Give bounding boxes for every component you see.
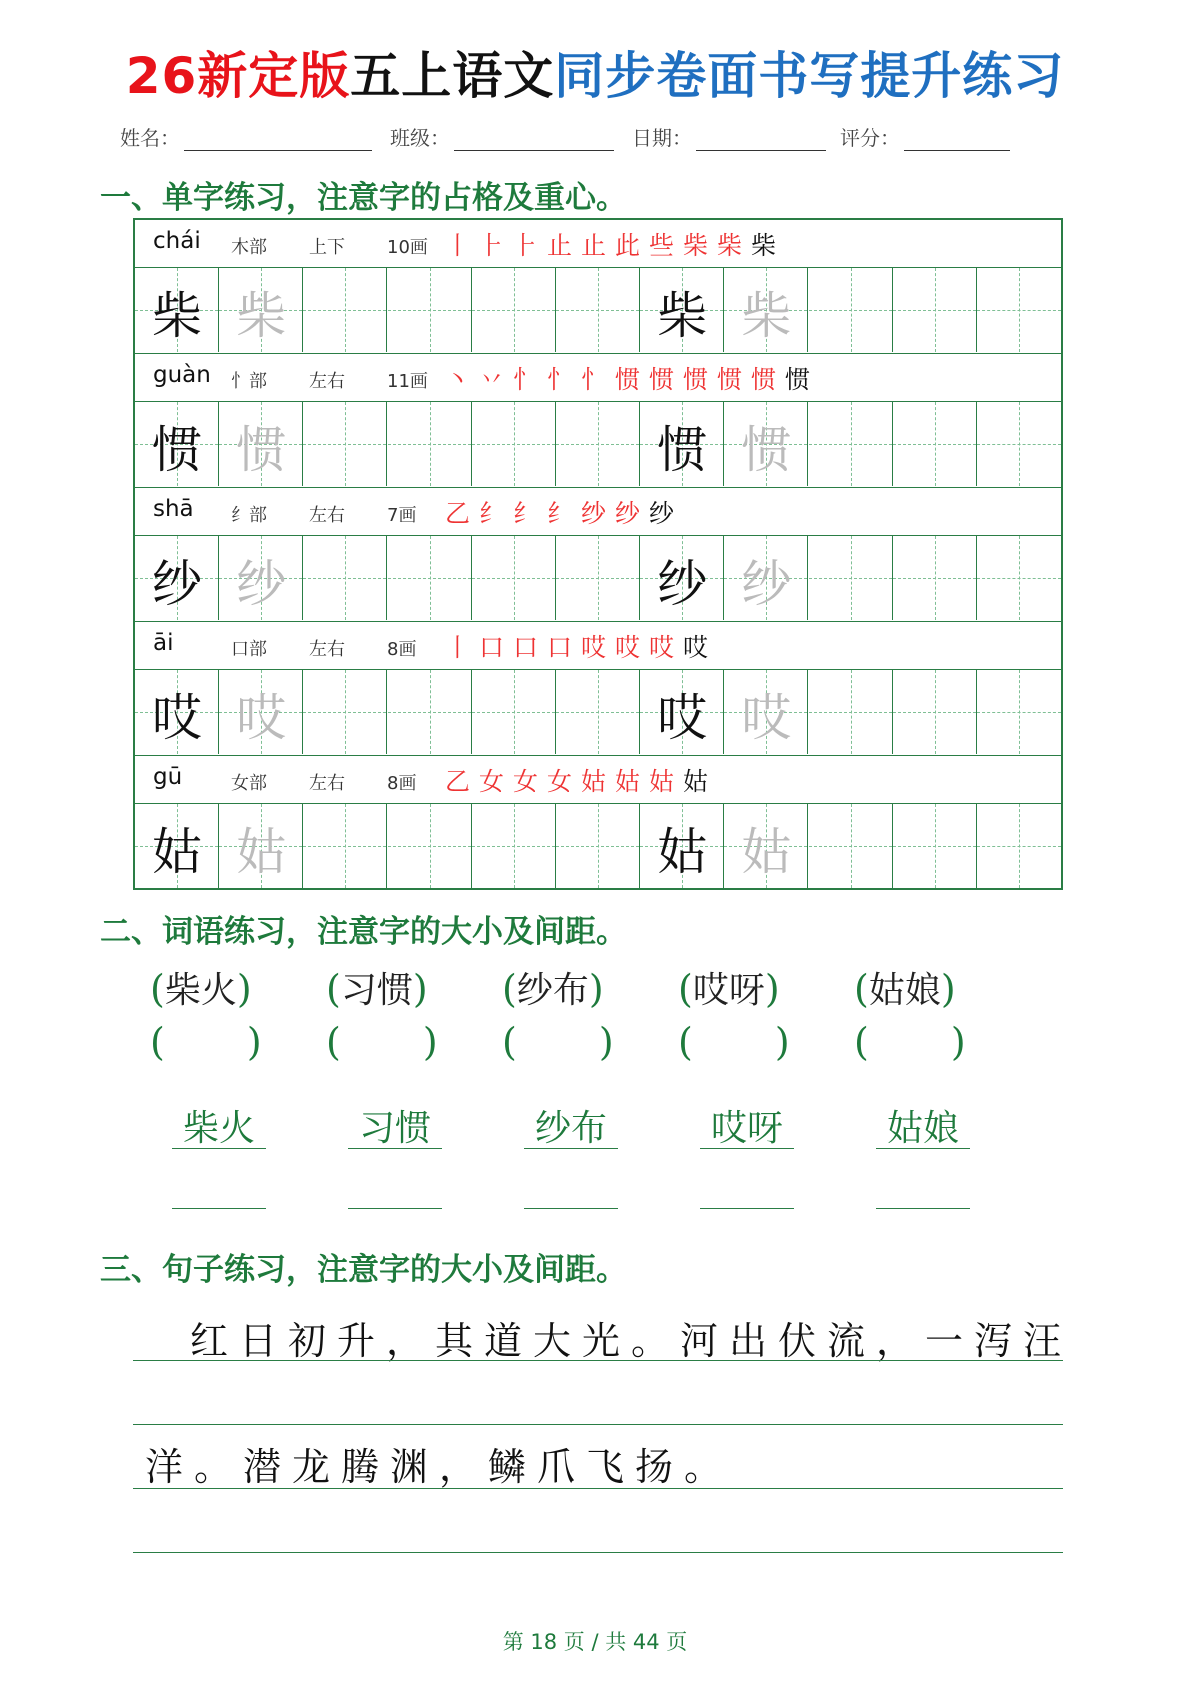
close-paren: ) xyxy=(422,1020,438,1064)
practice-cell[interactable] xyxy=(893,804,977,888)
date-label: 日期： xyxy=(632,126,692,150)
char-writing-band xyxy=(135,670,1061,756)
model-character: 哎 xyxy=(152,689,202,747)
model-character: 纱 xyxy=(152,555,202,613)
stroke-count-label: 11画 xyxy=(387,371,428,392)
stroke-order-step: ⺊ xyxy=(479,231,505,260)
word-copy-blank[interactable] xyxy=(876,1208,970,1209)
section3-heading: 三、句子练习，注意字的大小及间距。 xyxy=(100,1252,627,1288)
close-paren: ) xyxy=(950,1020,966,1064)
practice-cell[interactable] xyxy=(556,268,640,352)
trace-character: 姑 xyxy=(741,823,792,881)
trace-character: 纱 xyxy=(236,555,287,613)
structure-label: 左右 xyxy=(309,639,345,660)
word-label: 纱布 xyxy=(516,970,589,1011)
word-with-parens xyxy=(502,962,632,1013)
practice-cell[interactable] xyxy=(977,536,1061,620)
date-field xyxy=(632,122,826,151)
word-copy-blank[interactable] xyxy=(700,1208,794,1209)
structure-label: 上下 xyxy=(309,237,345,258)
practice-cell[interactable] xyxy=(472,804,556,888)
stroke-count-label: 8画 xyxy=(387,639,417,660)
practice-cell[interactable] xyxy=(135,670,219,754)
practice-cell[interactable] xyxy=(556,670,640,754)
stroke-order-step: 柴 xyxy=(717,231,743,260)
char-info-band xyxy=(135,622,1061,670)
stroke-order-step: 纱 xyxy=(581,499,607,528)
practice-cell[interactable] xyxy=(724,268,808,352)
close-paren: ) xyxy=(246,1020,262,1064)
open-paren: ( xyxy=(854,1020,869,1064)
stroke-count-label: 8画 xyxy=(387,773,417,794)
practice-cell[interactable] xyxy=(809,402,893,486)
open-paren: ( xyxy=(678,1020,693,1064)
practice-cell[interactable] xyxy=(724,804,808,888)
model-character: 惯 xyxy=(657,421,708,479)
word-with-parens xyxy=(150,962,280,1013)
stroke-order-step: 丨 xyxy=(445,633,471,662)
open-paren: ( xyxy=(326,967,341,1011)
practice-cell[interactable] xyxy=(809,804,893,888)
char-info-band xyxy=(135,220,1061,268)
title-part-edition: 26新定版 xyxy=(125,47,351,105)
sentence-rule-3[interactable] xyxy=(133,1488,1063,1489)
model-character: 哎 xyxy=(657,689,708,747)
practice-cell[interactable] xyxy=(724,536,808,620)
trace-character: 纱 xyxy=(741,555,792,613)
name-blank[interactable] xyxy=(184,124,372,151)
stroke-order-step: 口 xyxy=(547,633,573,662)
trace-character: 惯 xyxy=(741,421,792,479)
word-label: 柴火 xyxy=(164,970,237,1011)
stroke-order-step: 此 xyxy=(615,231,641,260)
radical-label: 木部 xyxy=(231,237,267,258)
stroke-order-step: 惯 xyxy=(615,365,641,394)
practice-cell[interactable] xyxy=(135,804,219,888)
model-character: 柴 xyxy=(152,287,202,345)
pinyin-answer-parens[interactable] xyxy=(678,1020,808,1064)
char-writing-band xyxy=(135,268,1061,354)
name-label: 姓名： xyxy=(120,126,180,150)
page-title xyxy=(0,36,1190,108)
stroke-order-step: 惯 xyxy=(717,365,743,394)
practice-cell[interactable] xyxy=(893,670,977,754)
open-paren: ( xyxy=(150,1020,165,1064)
stroke-order-step: 纟 xyxy=(547,499,573,528)
practice-cell[interactable] xyxy=(472,268,556,352)
practice-cell[interactable] xyxy=(893,402,977,486)
word-copy-model: 哎呀 xyxy=(700,1100,794,1149)
stroke-count-label: 10画 xyxy=(387,237,428,258)
word-with-parens xyxy=(678,962,808,1013)
practice-cell[interactable] xyxy=(219,402,303,486)
open-paren: ( xyxy=(150,967,165,1011)
practice-cell[interactable] xyxy=(388,402,472,486)
stroke-order-step: 姑 xyxy=(615,767,641,796)
practice-cell[interactable] xyxy=(219,536,303,620)
open-paren: ( xyxy=(854,967,869,1011)
close-paren: ) xyxy=(764,967,780,1011)
close-paren: ) xyxy=(236,967,252,1011)
title-part-subject: 五上语文 xyxy=(350,47,555,105)
pinyin-label: guàn xyxy=(153,362,211,388)
sentence-rule-2[interactable] xyxy=(133,1424,1063,1425)
stroke-order-step: 姑 xyxy=(649,767,675,796)
practice-cell[interactable] xyxy=(388,670,472,754)
radical-label: 纟部 xyxy=(231,505,267,526)
model-character: 惯 xyxy=(152,421,202,479)
stroke-order-step: 柴 xyxy=(751,231,777,260)
practice-cell[interactable] xyxy=(303,402,387,486)
class-field xyxy=(390,122,614,151)
stroke-order-step: 姑 xyxy=(683,767,709,796)
stroke-order-step: 忄 xyxy=(581,365,607,394)
pinyin-answer-parens[interactable] xyxy=(854,1020,984,1064)
practice-cell[interactable] xyxy=(977,804,1061,888)
pinyin-label: gū xyxy=(153,764,183,790)
practice-cell[interactable] xyxy=(724,670,808,754)
character-practice-grid xyxy=(133,218,1063,890)
pinyin-answer-parens[interactable] xyxy=(502,1020,632,1064)
practice-cell[interactable] xyxy=(472,670,556,754)
practice-cell[interactable] xyxy=(388,268,472,352)
practice-cell[interactable] xyxy=(977,402,1061,486)
stroke-order-step: 惯 xyxy=(683,365,709,394)
close-paren: ) xyxy=(940,967,956,1011)
sentence-line-1: 红日初升，其道大光。河出伏流，一泻汪 xyxy=(190,1319,1073,1363)
stroke-order-step: 女 xyxy=(547,767,573,796)
stroke-order-step: 乙 xyxy=(445,767,471,796)
trace-character: 哎 xyxy=(741,689,792,747)
word-label: 姑娘 xyxy=(868,970,941,1011)
word-label: 哎呀 xyxy=(692,970,765,1011)
stroke-order-step: 口 xyxy=(479,633,505,662)
practice-cell[interactable] xyxy=(303,670,387,754)
practice-cell[interactable] xyxy=(472,536,556,620)
close-paren: ) xyxy=(598,1020,614,1064)
word-pinyin-row-1 xyxy=(150,962,1050,1022)
word-pinyin-row-2 xyxy=(150,1020,1050,1080)
pinyin-label: shā xyxy=(153,496,194,522)
structure-label: 左右 xyxy=(309,371,345,392)
pinyin-answer-parens[interactable] xyxy=(150,1020,280,1064)
stroke-order-step: 惯 xyxy=(649,365,675,394)
score-label: 评分： xyxy=(840,126,900,150)
practice-cell[interactable] xyxy=(640,670,724,754)
structure-label: 左右 xyxy=(309,773,345,794)
trace-character: 柴 xyxy=(236,287,287,345)
practice-cell[interactable] xyxy=(640,268,724,352)
pinyin-label: chái xyxy=(153,228,201,254)
date-blank[interactable] xyxy=(696,124,826,151)
open-paren: ( xyxy=(502,967,517,1011)
char-writing-band xyxy=(135,402,1061,488)
stroke-order-step: 纟 xyxy=(513,499,539,528)
practice-cell[interactable] xyxy=(135,402,219,486)
stroke-order-step: 忄 xyxy=(513,365,539,394)
practice-cell[interactable] xyxy=(809,268,893,352)
open-paren: ( xyxy=(326,1020,341,1064)
practice-cell[interactable] xyxy=(135,268,219,352)
trace-character: 惯 xyxy=(236,421,287,479)
word-with-parens xyxy=(326,962,456,1013)
stroke-order-step: 口 xyxy=(513,633,539,662)
class-label: 班级： xyxy=(390,126,450,150)
close-paren: ) xyxy=(588,967,604,1011)
practice-cell[interactable] xyxy=(809,536,893,620)
practice-cell[interactable] xyxy=(724,402,808,486)
stroke-order-step: 女 xyxy=(513,767,539,796)
radical-label: 女部 xyxy=(231,773,267,794)
stroke-order-step: 哎 xyxy=(581,633,607,662)
open-paren: ( xyxy=(678,967,693,1011)
class-blank[interactable] xyxy=(454,124,614,151)
practice-cell[interactable] xyxy=(640,804,724,888)
section2-heading: 二、词语练习，注意字的大小及间距。 xyxy=(100,914,627,950)
practice-cell[interactable] xyxy=(556,402,640,486)
practice-cell[interactable] xyxy=(472,402,556,486)
stroke-order-step: 纱 xyxy=(615,499,641,528)
trace-character: 柴 xyxy=(741,287,792,345)
practice-cell[interactable] xyxy=(977,268,1061,352)
stroke-order-step: 丨 xyxy=(445,231,471,260)
practice-cell[interactable] xyxy=(893,268,977,352)
practice-cell[interactable] xyxy=(388,536,472,620)
pinyin-label: āi xyxy=(153,630,174,656)
stroke-order-step: 止 xyxy=(581,231,607,260)
structure-label: 左右 xyxy=(309,505,345,526)
word-label: 习惯 xyxy=(340,970,413,1011)
word-copy-model: 柴火 xyxy=(172,1100,266,1149)
char-info-band xyxy=(135,756,1061,804)
stroke-order-step: 忄 xyxy=(547,365,573,394)
name-field xyxy=(120,122,372,151)
practice-cell[interactable] xyxy=(809,670,893,754)
model-character: 姑 xyxy=(657,823,708,881)
word-copy-blank[interactable] xyxy=(348,1208,442,1209)
trace-character: 哎 xyxy=(236,689,287,747)
stroke-order-step: 乙 xyxy=(445,499,471,528)
stroke-count-label: 7画 xyxy=(387,505,417,526)
stroke-order-step: 哎 xyxy=(683,633,709,662)
stroke-order-step: 哎 xyxy=(615,633,641,662)
practice-cell[interactable] xyxy=(219,268,303,352)
score-field xyxy=(840,122,1010,151)
practice-cell[interactable] xyxy=(893,536,977,620)
stroke-order-step: 柴 xyxy=(683,231,709,260)
stroke-order-step: 丶 xyxy=(445,365,471,394)
practice-cell[interactable] xyxy=(303,268,387,352)
radical-label: 口部 xyxy=(231,639,267,660)
word-copy-model: 习惯 xyxy=(348,1100,442,1149)
char-writing-band xyxy=(135,804,1061,890)
char-info-band xyxy=(135,354,1061,402)
char-writing-band xyxy=(135,536,1061,622)
word-copy-blank[interactable] xyxy=(524,1208,618,1209)
model-character: 纱 xyxy=(657,555,708,613)
sentence-rule-1[interactable] xyxy=(133,1360,1063,1361)
practice-cell[interactable] xyxy=(219,804,303,888)
practice-cell[interactable] xyxy=(303,536,387,620)
practice-cell[interactable] xyxy=(977,670,1061,754)
stroke-order-step: ⺊ xyxy=(513,231,539,260)
stroke-order-step: 哎 xyxy=(649,633,675,662)
word-with-parens xyxy=(854,962,984,1013)
practice-cell[interactable] xyxy=(303,804,387,888)
student-info-row xyxy=(120,122,1100,154)
practice-cell[interactable] xyxy=(556,536,640,620)
stroke-order-step: 姑 xyxy=(581,767,607,796)
close-paren: ) xyxy=(412,967,428,1011)
stroke-order-step: 纟 xyxy=(479,499,505,528)
stroke-order-step: 止 xyxy=(547,231,573,260)
practice-cell[interactable] xyxy=(388,804,472,888)
trace-character: 姑 xyxy=(236,823,287,881)
word-copy-blank[interactable] xyxy=(172,1208,266,1209)
title-part-topic: 同步卷面书写提升练习 xyxy=(554,47,1065,105)
pinyin-answer-parens[interactable] xyxy=(326,1020,456,1064)
stroke-order-step: 些 xyxy=(649,231,675,260)
stroke-order-step: 惯 xyxy=(751,365,777,394)
stroke-order-step: 惯 xyxy=(785,365,811,394)
practice-cell[interactable] xyxy=(219,670,303,754)
stroke-order-step: 纱 xyxy=(649,499,675,528)
section1-heading: 一、单字练习，注意字的占格及重心。 xyxy=(100,180,627,216)
word-copy-model: 纱布 xyxy=(524,1100,618,1149)
stroke-order-step: 丷 xyxy=(479,365,505,394)
practice-cell[interactable] xyxy=(135,536,219,620)
practice-cell[interactable] xyxy=(556,804,640,888)
page-number: 第 18 页 / 共 44 页 xyxy=(502,1630,688,1654)
char-info-band xyxy=(135,488,1061,536)
model-character: 姑 xyxy=(152,823,202,881)
word-copy-model: 姑娘 xyxy=(876,1100,970,1149)
stroke-order-step: 女 xyxy=(479,767,505,796)
practice-cell[interactable] xyxy=(640,536,724,620)
model-character: 柴 xyxy=(657,287,708,345)
practice-cell[interactable] xyxy=(640,402,724,486)
close-paren: ) xyxy=(774,1020,790,1064)
sentence-line-2: 洋。潜龙腾渊，鳞爪飞扬。 xyxy=(145,1445,734,1489)
radical-label: 忄部 xyxy=(231,371,267,392)
open-paren: ( xyxy=(502,1020,517,1064)
sentence-rule-4[interactable] xyxy=(133,1552,1063,1553)
score-blank[interactable] xyxy=(904,124,1010,151)
